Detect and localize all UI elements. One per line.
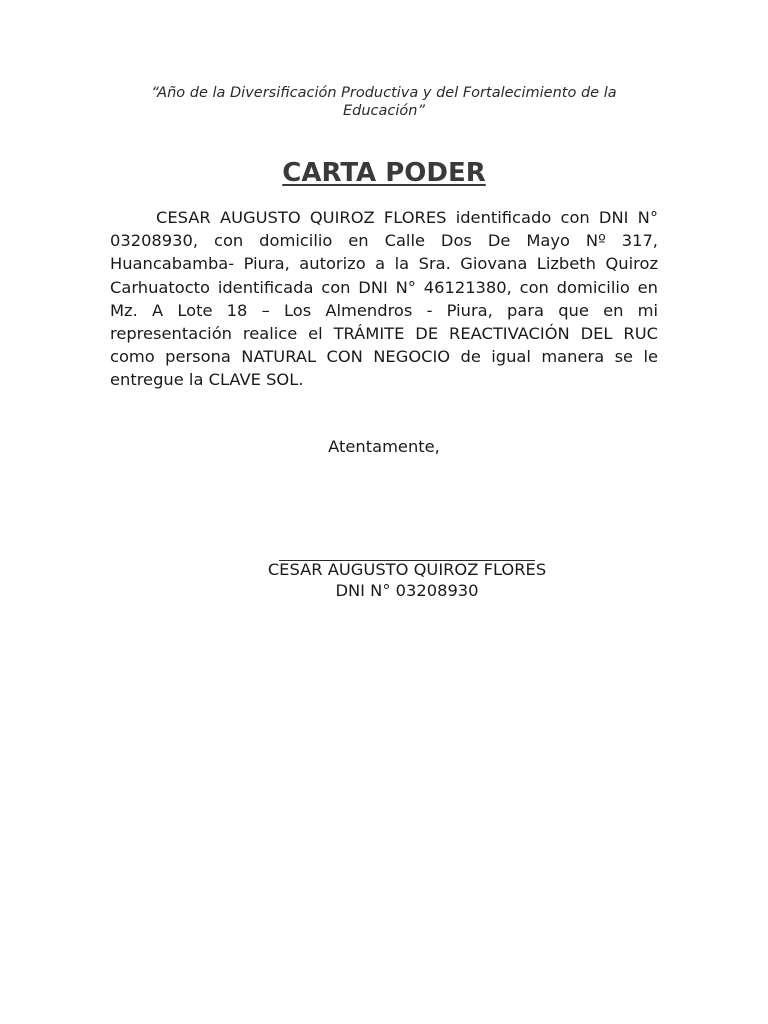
letter-body [110,206,658,392]
signer-name: CESAR AUGUSTO QUIROZ FLORES [267,560,547,579]
document-title: CARTA PODER [282,158,486,188]
letter-body-text: CESAR AUGUSTO QUIROZ FLORES identificado con DNI N° 03208930, con domicilio en Calle Dos De Mayo Nº 317, Huancabamba- Piura, autorizo a la Sra. Giovana Lizbeth Quiroz Carhuatocto identificada con DNI N° 46121380, con domicilio en Mz. A Lote 18 – Los Almendros - Piura, para que en mi representación realice el TRÁMITE DE REACTIVACIÓN DEL RUC como persona NATURAL CON NEGOCIO de igual manera se le entregue la CLAVE SOL. [110,208,658,390]
year-motto: “Año de la Diversificación Productiva y del Fortalecimiento de la Educación” [151,85,617,119]
signer-dni: DNI N° 03208930 [335,581,479,600]
closing-salutation: Atentamente, [328,437,440,456]
